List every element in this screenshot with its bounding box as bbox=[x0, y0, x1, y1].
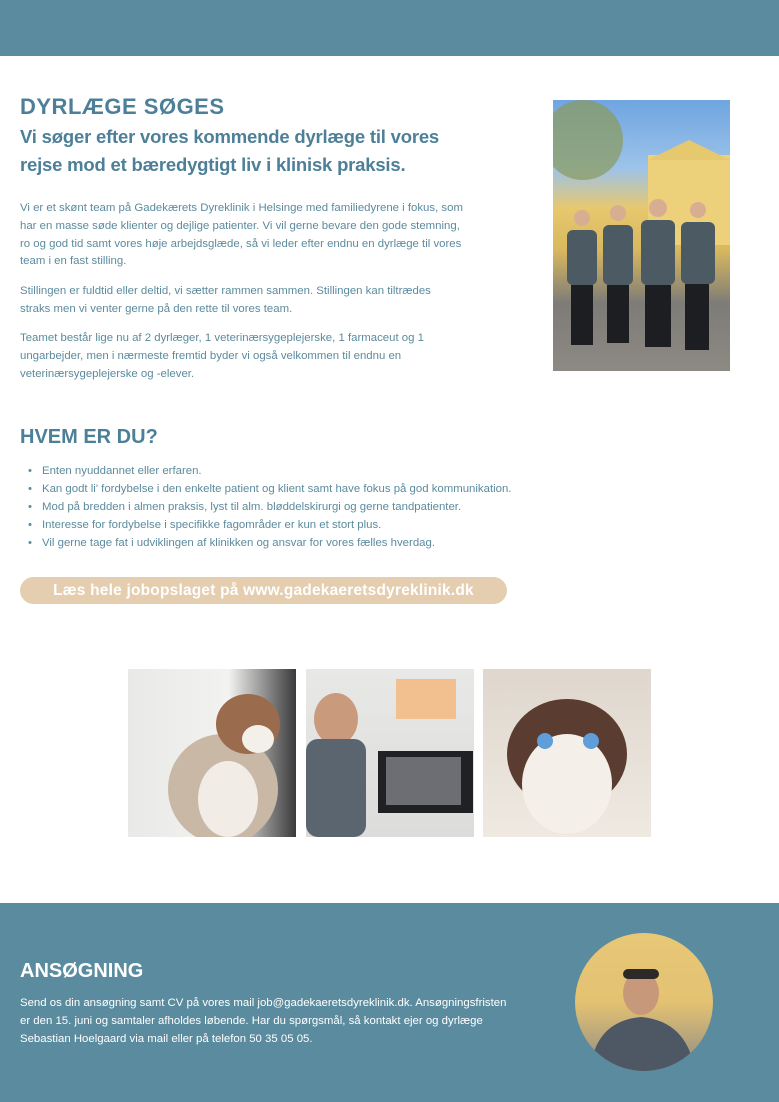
page-subtitle bbox=[20, 123, 439, 179]
text-line: Vi er et skønt team på Gadekærets Dyreklinik i Helsinge med familiedyrene i fokus, som bbox=[20, 202, 463, 214]
text-line: Send os din ansøgning samt CV på vores mail job@gadekaeretsdyreklinik.dk. Ansøgningsfristen bbox=[20, 997, 507, 1009]
vet-illustration bbox=[306, 669, 474, 837]
text-line: veterinærsygeplejerske og -elever. bbox=[20, 367, 195, 380]
top-band bbox=[0, 0, 779, 56]
team-photo bbox=[553, 100, 730, 371]
text-line: Stillingen er fuldtid eller deltid, vi sætter rammen sammen. Stillingen kan tiltrædes bbox=[20, 285, 431, 297]
team-illustration bbox=[553, 100, 730, 371]
text-line: team i en fast stilling. bbox=[20, 255, 127, 268]
list-item: • Vil gerne tage fat i udviklingen af klinikken og ansvar for vores fælles hverdag. bbox=[28, 535, 511, 553]
application-text bbox=[20, 994, 506, 1048]
text-line: Teamet består lige nu af 2 dyrlæger, 1 veterinærsygeplejerske, 1 farmaceut og 1 bbox=[20, 332, 424, 344]
requirements-list bbox=[28, 463, 511, 553]
dog-photo bbox=[128, 669, 296, 837]
list-item: • Mod på bredden i almen praksis, lyst til alm. bløddelskirurgi og gerne tandpatienter. bbox=[28, 499, 511, 517]
text-line: har en masse søde klienter og dejlige patienter. Vi vil gerne bevare den gode stemning, bbox=[20, 219, 460, 232]
contact-avatar bbox=[575, 933, 713, 1071]
list-item: • Interesse for fordybelse i specifikke fagområder er kun et stort plus. bbox=[28, 517, 511, 535]
application-title: ANSØGNING bbox=[20, 960, 144, 982]
dog-illustration bbox=[128, 669, 296, 837]
subtitle-line: Vi søger efter vores kommende dyrlæge til vores bbox=[20, 126, 440, 147]
text-line: straks men vi venter gerne på den rette til vores team. bbox=[20, 302, 293, 315]
subtitle-line: rejse mod et bæredygtigt liv i klinisk praksis. bbox=[20, 154, 406, 175]
text-line: Sebastian Hoelgaard via mail eller på telefon 50 35 05 05. bbox=[20, 1033, 313, 1045]
cat-illustration bbox=[483, 669, 651, 837]
intro-paragraph-3 bbox=[20, 330, 424, 383]
cat-photo bbox=[483, 669, 651, 837]
read-full-job-post-button[interactable]: Læs hele jobopslaget på www.gadekaeretsdyreklinik.dk bbox=[20, 577, 507, 604]
page-title: DYRLÆGE SØGES bbox=[20, 94, 225, 119]
text-line: ungarbejder, men i nærmeste fremtid byder vi også velkommen til endnu en bbox=[20, 349, 402, 362]
intro-paragraph-1 bbox=[20, 200, 463, 271]
text-line: er den 15. juni og samtaler afholdes løbende. Har du spørgsmål, så kontakt ejer og dyrlæge bbox=[20, 1015, 483, 1027]
list-item: • Kan godt li' fordybelse i den enkelte patient og klient samt have fokus på god kommunikation. bbox=[28, 481, 511, 499]
contact-person-illustration bbox=[575, 933, 713, 1071]
text-line: ro og god tid samt vores høje arbejdsglæde, så vi leder efter endnu en dyrlæge til vores bbox=[20, 237, 462, 250]
intro-paragraph-2 bbox=[20, 283, 431, 319]
list-item: • Enten nyuddannet eller erfaren. bbox=[28, 463, 511, 481]
section-title-who: HVEM ER DU? bbox=[20, 426, 158, 448]
vet-xray-photo bbox=[306, 669, 474, 837]
